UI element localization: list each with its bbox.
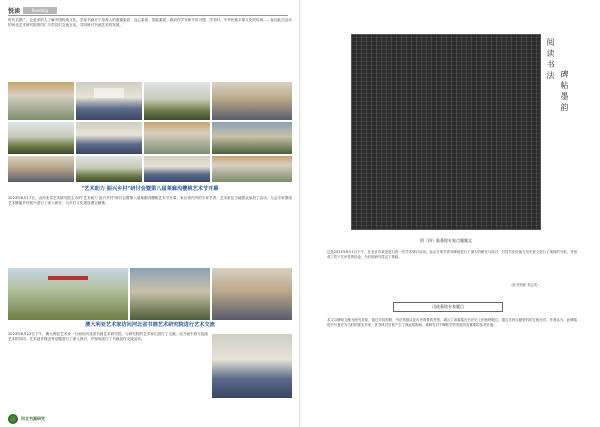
calligraphy-column-1: 阅读书法 xyxy=(546,38,555,82)
photo-group-outdoor xyxy=(130,268,210,320)
photo-forum xyxy=(212,268,292,320)
box-title: 司徒墓铭专家题目 xyxy=(393,302,503,312)
footer-text: 河北书画研究 xyxy=(21,416,45,421)
header-rule xyxy=(8,15,288,16)
article1-text: 2023年6月17日，由河北省艺术研究院主办的"艺术助力 振兴乡村"研讨会暨第八届莱廊沟樱桃艺术节开幕，来自省内外的专家学者、艺术家及当地群众参加了活动。与会专家围绕艺术赋能乡村振兴进行了深入研讨，为乡村文化建设建言献策。 xyxy=(8,196,292,206)
calligraphy-column-2: 碑帖墨韵 xyxy=(560,70,569,114)
article1-title: "艺术助力 振兴乡村"研讨会暨第八届莱廊沟樱桃艺术节开幕 xyxy=(81,186,219,192)
article2-text: 2023年6月23日下午，澳大利亚艺术家一行到访河北省书画艺术研究院，与研究院的艺术家们进行了交流。双方就中西方绘画艺术的异同、艺术创作理念等话题进行了深入探讨，并现场进行了书画创作交流活动。 xyxy=(8,332,208,342)
photo-exchange xyxy=(212,334,292,398)
stele-rubbing-frame xyxy=(351,34,541,230)
body-paragraph-1: 这是2023年6月1日下午，在北京市某处进行的一次学术研讨活动。参会专家学者对碑帖进行了深入的研究与探讨，对其书法价值与历史意义进行了细致的分析，并形成了若干共识性的结论，为后续研究奠定了基础。 xyxy=(327,250,577,259)
photo-calligraphy-wall xyxy=(8,82,74,120)
photo-painting xyxy=(144,122,210,154)
photo-audience xyxy=(212,122,292,154)
photo-artwork xyxy=(212,156,292,182)
magazine-logo-icon xyxy=(8,414,18,424)
page-footer xyxy=(8,414,45,424)
photo-classroom xyxy=(76,122,142,154)
photo-event xyxy=(8,156,74,182)
section-title: 悦读 xyxy=(8,8,21,15)
photo-visitors xyxy=(144,82,210,120)
article2-title: 澳大利亚艺术家访问河北省书画艺术研究院进行艺术交流 xyxy=(85,322,215,328)
right-page xyxy=(301,0,600,427)
image-caption: 图（四）临墓铭专家点题题文 xyxy=(420,238,472,243)
photo-meeting xyxy=(212,82,292,120)
photo-gate xyxy=(8,268,128,320)
signature: （临书刻意 李志英） xyxy=(509,283,541,287)
body-paragraph-2: 本文以碑帖文献为研究对象，通过对其形制、书法风格以及历史背景的考察，揭示了该墓铭在书法史上的独特地位。通过多种文献资料的互相比对，作者认为，此碑铭的书写者应为当时的著名书家，其书风对后世产生了深远的影响。该研究对于碑帖学的发展具有重要的参考价值。 xyxy=(327,318,577,327)
intro-text: 时代名胜广，让更多的人了解中国传统文化。学前书画对于培养人的道德素质、良心素质、智能素质、我前作学写和专体习惯、学书时，中华民族丰厚文化的传承……参加此次活动的河北艺术研究院的同仁与学员们交流互动，共同研讨书画艺术的发展。 xyxy=(8,18,292,28)
page-header xyxy=(8,6,57,15)
section-tag: Reading xyxy=(23,7,57,14)
photo-stage xyxy=(144,156,210,182)
photo-orchard xyxy=(76,156,142,182)
photo-group xyxy=(8,122,74,154)
photo-exhibition-room xyxy=(76,82,142,120)
